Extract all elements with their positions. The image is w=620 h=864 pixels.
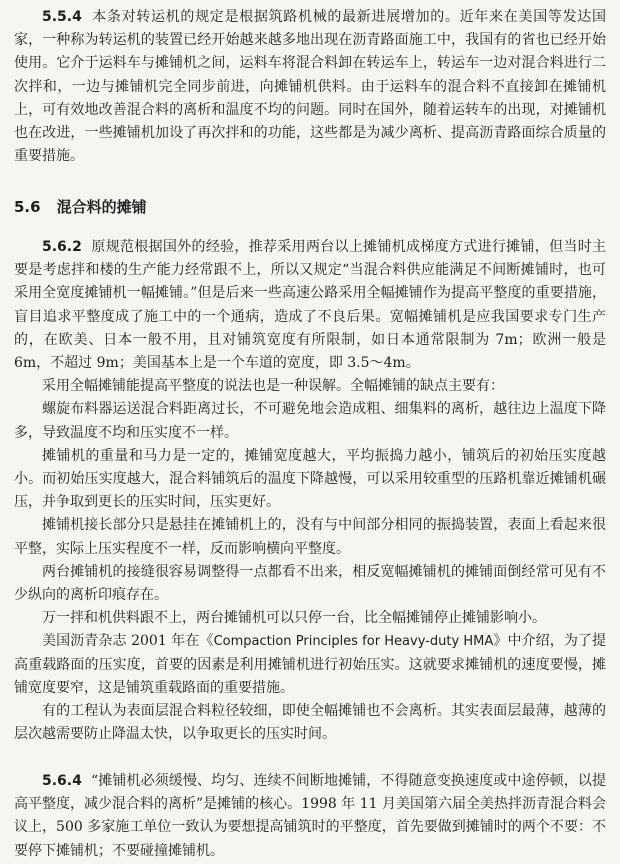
clause-number: 5.6.4 <box>42 773 82 789</box>
paragraph-5-6-4 <box>14 770 606 863</box>
paragraph-5-5-4 <box>14 6 606 168</box>
cited-article-title: Compaction Principles for Heavy-duty HMA <box>213 634 494 650</box>
text-run: 美国沥青杂志 2001 年在《 <box>42 633 214 650</box>
clause-5-6-2 <box>14 236 606 746</box>
paragraph: 摊铺机的重量和马力是一定的，摊铺宽度越大，平均振捣力越小，铺筑后的初始压实度越小。而初始压实度越大，混合料铺筑后的温度下降越慢，可以采用较重型的压路机靠近摊铺机碾压，并争取到更长的压实时间，压实更好。 <box>14 447 606 511</box>
section-heading-5-6 <box>14 196 147 217</box>
paragraph: 万一拌和机供料跟不上，两台摊铺机可以只停一台，比全幅摊铺停止摊铺影响小。 <box>42 610 546 627</box>
paragraph-cited-article <box>14 630 606 700</box>
text-run: 》中介绍，为了提高重载路面的压实度，首要的因素是利用摊铺机进行初始压实。这就要求摊铺机的速度要慢，摊铺宽度要窄，这是铺筑重载路面的重要措施。 <box>14 633 607 696</box>
section-number: 5.6 <box>14 198 41 216</box>
clause-number: 5.6.2 <box>42 239 82 255</box>
clause-text: 原规范根据国外的经验，推荐采用两台以上摊铺机成梯度方式进行摊铺，但当时主要是考虑拌和楼的生产能力经常跟不上，所以又规定“当混合料供应能满足不间断摊铺时，也可采用全宽度摊铺机一幅摊铺。”但是后来一些高速公路采用全幅摊铺作为提高平整度的重要措施，盲目追求平整度成了施工中的一个通病，造成了不良后果。宽幅摊铺机是应我国要求专门生产的，在欧美、日本一般不用，且对铺筑宽度有所限制，如日本通常限制为 7m；欧洲一般是 6m，不超过 9m；美国基本上是一个车道的宽度，即 3.5～4m。 <box>14 239 607 372</box>
paragraph: 两台摊铺机的接缝很容易调整得一点都看不出来，相反宽幅摊铺机的摊铺面倒经常可见有不少纵向的离析印痕存在。 <box>14 563 606 604</box>
paragraph-5-6-2 <box>14 236 606 375</box>
clause-number: 5.5.4 <box>42 9 82 25</box>
paragraph: 采用全幅摊铺能提高平整度的说法也是一种误解。全幅摊铺的缺点主要有： <box>42 378 504 395</box>
paragraph: 摊铺机接长部分只是悬挂在摊铺机上的，没有与中间部分相同的振捣装置，表面上看起来很平整，实际上压实程度不一样，反而影响横向平整度。 <box>14 517 606 557</box>
paragraph: 螺旋布料器运送混合料距离过长，不可避免地会造成粗、细集料的离析，越往边上温度下降多，导致温度不均和压实度不一样。 <box>14 401 606 441</box>
section-title: 混合料的摊铺 <box>56 198 147 216</box>
clause-text: 本条对转运机的规定是根据筑路机械的最新进展增加的。近年来在美国等发达国家，一种称为转运机的装置已经开始越来越多地出现在沥青路面施工中，我国有的省也已经开始使用。它介于运料车与摊铺机之间，运料车将混合料卸在转运车上，转运车一边对混合料进行二次拌和，一边与摊铺机完全同步前进，向摊铺机供料。由于运料车的混合料不直接卸在摊铺机上，可有效地改善混合料的离析和温度不均的问题。同时在国外，随着运转车的出现，对摊铺机也在改进，一些摊铺机加设了再次拌和的功能，这些都是为减少离析、提高沥青路面综合质量的重要措施。 <box>14 9 607 165</box>
paragraph: 有的工程认为表面层混合料粒径较细，即使全幅摊铺也不会离析。其实表面层最薄，越薄的层次越需要防止降温太快，以争取更长的压实时间。 <box>14 703 606 743</box>
clause-text: “摊铺机必须缓慢、均匀、连续不间断地摊铺，不得随意变换速度或中途停顿，以提高平整度，减少混合料的离析”是摊铺的核心。1998 年 11 月美国第六届全美热拌沥青混合料会议上，500 多家施工单位一致认为要想提高铺筑时的平整度，首先要做到摊铺时的两个不要：不要停下摊铺机；不要碰撞摊铺机。 <box>14 773 607 859</box>
